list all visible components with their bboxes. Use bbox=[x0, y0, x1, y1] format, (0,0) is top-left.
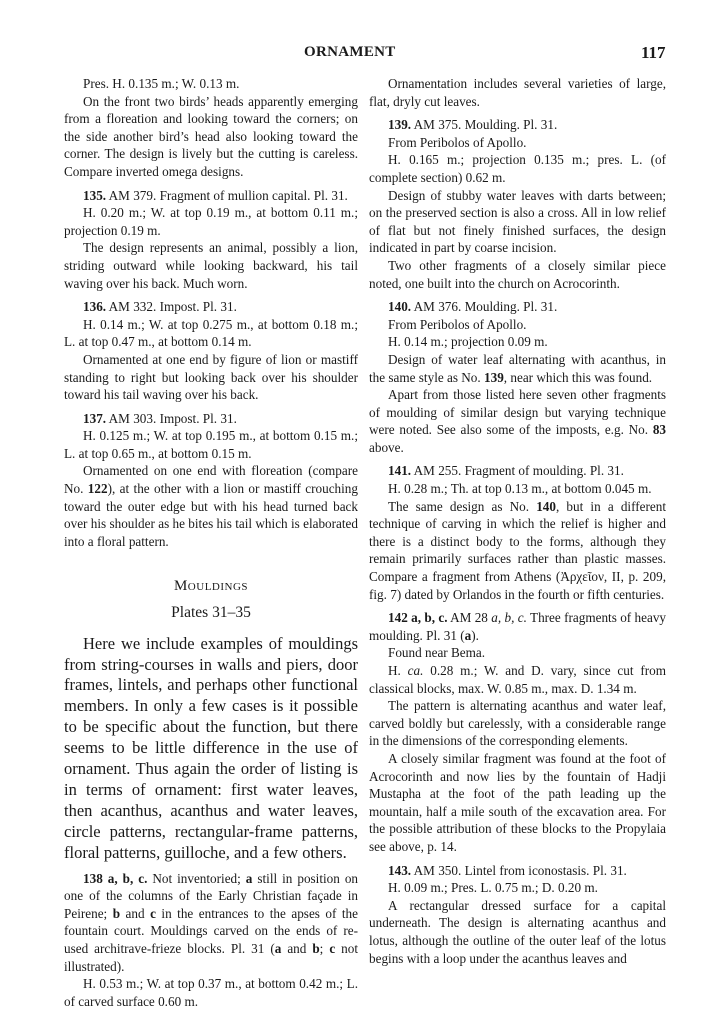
entry-description: Ornamented at one end by figure of lion or mastiff standing to right but looking back over his shoulder toward his tail waving over his back. bbox=[64, 351, 358, 403]
section-title: Mouldings bbox=[173, 578, 249, 595]
text-run: Three fragments of heavy moulding. Pl. 31 ( bbox=[369, 610, 667, 643]
text-run: still in position on one of the columns of the Early Christian façade in Peirene; bbox=[64, 870, 359, 921]
entry-description: The pattern is alternating acanthus and water leaf, carved boldly but carelessly, with a considerable range in the dimensions of the corresponding elements. bbox=[369, 698, 666, 749]
entry-description bbox=[369, 498, 666, 604]
text-run: ). bbox=[471, 627, 479, 643]
text-run: ), at the other with a lion or mastiff crouching toward the outer edge but with his head turned back over his shoulder as he bites his tail which is elaborated into a floral pattern. bbox=[64, 481, 358, 549]
text-run: Apart from those listed here seven other fragments of moulding of similar design but varying technique were noted. See also some of the imposts, e.g. No. bbox=[369, 387, 666, 438]
entry-provenance: From Peribolos of Apollo. bbox=[388, 316, 527, 332]
entry-number: 136. bbox=[83, 299, 107, 315]
entry-title: AM 332. Impost. Pl. 31. bbox=[106, 299, 237, 315]
text-run: c bbox=[329, 940, 336, 956]
running-head bbox=[0, 44, 722, 64]
entry-number: 139. bbox=[388, 117, 412, 133]
text-run: a bbox=[245, 870, 253, 886]
text-run: ca. bbox=[407, 663, 424, 678]
text-run: in the entrances to the apses of the fountain court. Mouldings carved on the ends of re-used architrave-frieze blocks. Pl. 31 ( bbox=[64, 905, 358, 956]
cross-reference: 122 bbox=[87, 481, 108, 497]
catalogue-entry-140 bbox=[369, 298, 666, 316]
paragraph: On the front two birds’ heads apparently emerging from a floreation and looking toward the corners; on the side another bird’s head also looking toward the corner. The design is lively but the cutting is careless. Compare inverted omega designs. bbox=[64, 93, 358, 179]
text-run: AM 28 bbox=[447, 610, 492, 626]
entry-title: AM 350. Lintel from iconostasis. Pl. 31. bbox=[411, 862, 627, 878]
paragraph: Ornamentation includes several varieties of large, flat, dryly cut leaves. bbox=[369, 76, 666, 109]
entry-dimensions: H. 0.14 m.; projection 0.09 m. bbox=[388, 334, 548, 350]
catalogue-entry-141 bbox=[369, 462, 666, 480]
text-run: a, b, c. bbox=[491, 610, 527, 626]
text-run: , but in a different technique of carving in which the relief is higher and there is a distinct body to the forms, although they remain primarily surfaces rather than plastic masses. Compare a fragment from Athens (Ἀρχεῖον, II, p. 209, fig. 7) dated by Orlandos in the fourth or fifth centuries. bbox=[369, 498, 666, 602]
text-run: a bbox=[274, 940, 282, 956]
entry-dimensions: H. 0.125 m.; W. at top 0.195 m., at bottom 0.15 m.; L. at top 0.65 m., at bottom 0.15 m. bbox=[64, 428, 358, 461]
catalogue-entry-137 bbox=[64, 410, 358, 428]
right-column bbox=[369, 75, 666, 967]
catalogue-entry-143 bbox=[369, 862, 666, 880]
entry-provenance: Found near Bema. bbox=[388, 645, 486, 661]
catalogue-entry-136 bbox=[64, 298, 358, 316]
catalogue-entry-139 bbox=[369, 116, 666, 134]
text-run: c bbox=[150, 905, 156, 921]
text-run: above. bbox=[369, 439, 404, 455]
cross-reference: 140 bbox=[536, 498, 556, 514]
entry-dimensions bbox=[369, 662, 666, 697]
text-run: ; bbox=[319, 940, 330, 956]
entry-number: 140. bbox=[388, 299, 412, 315]
text-run: a bbox=[464, 627, 472, 643]
entry-dimensions: H. 0.165 m.; projection 0.135 m.; pres. L. (of complete section) 0.62 m. bbox=[369, 152, 666, 185]
entry-dimensions: H. 0.53 m.; W. at top 0.37 m., at bottom 0.42 m.; L. of carved surface 0.60 m. bbox=[64, 976, 358, 1009]
text-run: and bbox=[120, 905, 151, 921]
catalogue-entry-135 bbox=[64, 187, 358, 205]
cross-reference: 139 bbox=[484, 369, 504, 385]
entry-description bbox=[64, 462, 358, 550]
section-heading bbox=[64, 578, 358, 596]
cross-reference: 83 bbox=[652, 422, 666, 438]
entry-description: Design of stubby water leaves with darts between; on the preserved section is also a cross. All in low relief of flat but not finely finished surfaces, the design indicated in part by coarse incision. bbox=[369, 187, 666, 256]
text-run: Design of water leaf alternating with acanthus, in the same style as No. bbox=[369, 351, 666, 385]
intro-paragraph: Here we include examples of mouldings from string-courses in walls and piers, door frames, lintels, and perhaps other functional members. In only a few cases is it possible to be specific about the function, but there seems to be little difference in the use of ornament. Thus again the order of listing is in terms of ornament: first water leaves, then acanthus, acanthus and water leaves, circle patterns, rectangular-frame patterns, floral patterns, guilloche, and a few others. bbox=[64, 633, 358, 862]
entry-title: AM 376. Moulding. Pl. 31. bbox=[411, 299, 558, 315]
entry-number: 138 a, b, c. bbox=[83, 870, 148, 886]
text-run: H. bbox=[388, 663, 408, 678]
entry-dimensions: H. 0.14 m.; W. at top 0.275 m., at bottom 0.18 m.; L. at top 0.47 m., at bottom 0.14 m. bbox=[64, 316, 358, 350]
catalogue-entry-138 bbox=[64, 870, 358, 976]
paragraph: Pres. H. 0.135 m.; W. 0.13 m. bbox=[83, 76, 240, 91]
entry-title: AM 375. Moulding. Pl. 31. bbox=[411, 117, 558, 133]
entry-number: 135. bbox=[83, 187, 107, 203]
entry-number: 143. bbox=[388, 862, 412, 878]
entry-title: AM 255. Fragment of moulding. Pl. 31. bbox=[411, 463, 624, 479]
text-run: b bbox=[112, 905, 121, 921]
text-run: , near which this was found. bbox=[503, 369, 653, 385]
entry-note: Two other fragments of a closely similar piece noted, one built into the church on Acrocorinth. bbox=[369, 257, 666, 291]
text-run: Ornamented on one end with floreation (compare No. bbox=[64, 463, 358, 497]
left-column bbox=[64, 75, 358, 1010]
catalogue-entry-142 bbox=[369, 609, 666, 644]
section-plates: Plates 31–35 bbox=[171, 604, 251, 622]
entry-number: 137. bbox=[83, 410, 107, 426]
entry-description bbox=[369, 351, 666, 386]
text-run: Not inventoried; bbox=[147, 870, 246, 886]
page-number: 117 bbox=[641, 43, 666, 62]
entry-title: AM 379. Fragment of mullion capital. Pl. 31. bbox=[106, 187, 348, 203]
text-run: b bbox=[312, 940, 320, 956]
entry-dimensions: H. 0.20 m.; W. at top 0.19 m., at bottom 0.11 m.; projection 0.19 m. bbox=[64, 205, 358, 238]
entry-number: 141. bbox=[388, 463, 412, 479]
entry-note bbox=[369, 386, 666, 456]
entry-dimensions: H. 0.09 m.; Pres. L. 0.75 m.; D. 0.20 m. bbox=[388, 880, 598, 896]
text-run: The same design as No. bbox=[388, 498, 537, 514]
entry-dimensions: H. 0.28 m.; Th. at top 0.13 m., at bottom 0.045 m. bbox=[388, 481, 652, 497]
entry-note: A closely similar fragment was found at the foot of Acrocorinth and now lies by the fountain of Hadji Mustapha at the foot of the path leading up the mountain, half a mile south of the excavation area. For the possible attribution of these blocks to the Propylaia see above, p. 14. bbox=[369, 750, 666, 854]
entry-title: AM 303. Impost. Pl. 31. bbox=[106, 410, 237, 426]
text-run: not illustrated). bbox=[64, 940, 358, 974]
entry-description: The design represents an animal, possibly a lion, striding outward while looking backward, his tail waving over his back. Much worn. bbox=[64, 240, 358, 291]
entry-provenance: From Peribolos of Apollo. bbox=[388, 134, 527, 150]
text-run: and bbox=[281, 940, 313, 956]
entry-number: 142 a, b, c. bbox=[388, 610, 448, 626]
text-run: 0.28 m.; W. and D. vary, since cut from classical blocks, max. W. 0.85 m., max. D. 1.34 m. bbox=[369, 663, 666, 696]
entry-description: A rectangular dressed surface for a capital underneath. The design is alternating acanthus and lotus, although the outline of the outer leaf of the lotus begins with a loop under the acanthus leaves and bbox=[369, 897, 666, 966]
running-title: ORNAMENT bbox=[304, 44, 396, 60]
